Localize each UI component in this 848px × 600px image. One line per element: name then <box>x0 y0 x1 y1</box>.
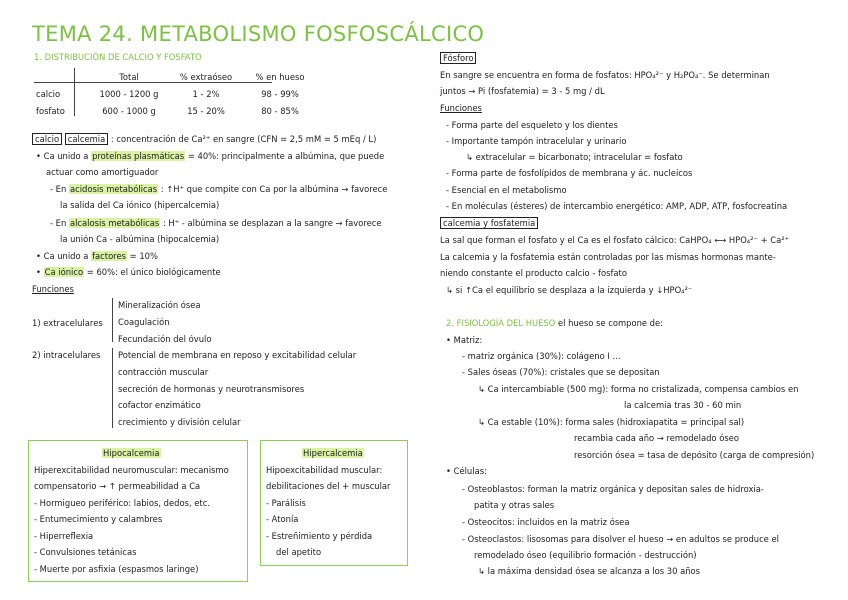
matriz-item: la calcemia tras 30 - 60 min <box>624 400 742 410</box>
table-cell: 15 - 20% <box>187 105 225 116</box>
text: • Ca unido a <box>36 151 89 161</box>
funcion-item: - Forma parte del esqueleto y los dientes <box>446 120 618 130</box>
extracelulares-label: 1) extracelulares <box>32 318 103 328</box>
hiper-line: - Estreñimiento y pérdida <box>266 531 373 541</box>
table-cell: 600 - 1000 g <box>102 105 156 116</box>
intra-item: secreción de hormonas y neurotransmisores <box>118 384 305 394</box>
hipo-line: Hiperexcitabilidad neuromuscular: mecanismo <box>34 465 229 475</box>
highlight: Ca iónico <box>44 267 84 277</box>
funciones-heading: Funciones <box>440 103 482 113</box>
hipo-line: - Entumecimiento y calambres <box>34 514 163 524</box>
fosforo-line: En sangre se encuentra en forma de fosfatos: HPO₄²⁻ y H₂PO₄⁻. Se determinan <box>440 70 770 80</box>
bullet-ionico <box>36 267 221 278</box>
section-2-heading-line <box>446 318 663 329</box>
celula-item: - Osteoclastos: lisosomas para disolver el hueso → en adultos se produce el <box>462 534 779 544</box>
highlight: Hipercalcemia <box>303 448 363 458</box>
calcio-tag: calcio <box>32 133 62 145</box>
cf-line: La sal que forman el fosfato y el Ca es el fosfato cálcico: CaHPO₄ ⟷ HPO₄²⁻ + Ca²⁺ <box>440 235 790 245</box>
celulas-label: • Células: <box>446 466 487 476</box>
matriz-item: - matriz orgánica (30%): colágeno I ... <box>462 351 621 361</box>
matriz-item: recambia cada año → remodelado óseo <box>574 433 739 443</box>
table-cell: 1000 - 1200 g <box>99 88 159 99</box>
matriz-item: ↳ Ca estable (10%): forma sales (hidroxiapatita = principal sal) <box>478 417 745 427</box>
text: : ↑H⁺ que compite con Ca por la albúmina → favorece <box>160 184 388 194</box>
highlight: alcalosis metabólicas <box>69 218 160 228</box>
hipo-line: - Muerte por asfixia (espasmos laringe) <box>34 564 199 574</box>
section-2-heading: 2. FISIOLOGÍA DEL HUESO <box>446 318 556 328</box>
celula-item: - Osteoblastos: forman la matriz orgánica y depositan sales de hidroxia- <box>462 484 764 494</box>
hipercalcemia-title <box>302 448 364 459</box>
table-cell: 98 - 99% <box>261 88 299 99</box>
text: : H⁺ - albúmina se desplazan a la sangre → favorece <box>162 218 382 228</box>
bullet-factores <box>36 251 158 262</box>
extra-item: Coagulación <box>118 317 170 327</box>
bracket-line <box>112 298 113 342</box>
calcemia-term: calcemia <box>65 133 108 145</box>
matriz-label: • Matriz: <box>446 335 483 345</box>
hiper-line: debilitaciones del + muscular <box>266 481 391 491</box>
hiper-line: del apetito <box>276 547 322 557</box>
table-cell: 1 - 2% <box>192 88 220 99</box>
matriz-item: resorción ósea = tasa de depósito (carga de compresión) <box>574 450 815 460</box>
page-title: TEMA 24. METABOLISMO FOSFOSCÁLCICO <box>32 22 485 46</box>
hipo-line: - Hiperreflexia <box>34 531 94 541</box>
table-header: Total <box>119 71 139 82</box>
matriz-item: ↳ Ca intercambiable (500 mg): forma no cristalizada, compensa cambios en <box>478 384 799 394</box>
table-header: % extraóseo <box>179 71 233 82</box>
fosforo-tag: Fósforo <box>440 52 476 64</box>
section-1-heading: 1. DISTRIBUCIÓN DE CALCIO Y FOSFATO <box>34 52 202 62</box>
matriz-item: - Sales óseas (70%): cristales que se depositan <box>462 367 660 377</box>
intracelulares-label: 2) intracelulares <box>32 350 101 360</box>
hipocalcemia-box <box>28 440 248 582</box>
calcemia-line <box>32 134 376 145</box>
section-2-tail: el hueso se compone de: <box>558 318 663 328</box>
table-cell: 80 - 85% <box>261 105 299 116</box>
highlight: factores <box>92 251 126 261</box>
extra-item: Fecundación del óvulo <box>118 334 212 344</box>
table-divider <box>34 82 272 83</box>
bullet-alcalosis <box>50 218 382 229</box>
text: • <box>36 267 41 277</box>
distribution-table <box>34 68 318 119</box>
funcion-item: - Forma parte de fosfolípidos de membrana y ác. nucleicos <box>446 168 693 178</box>
cf-tag-line <box>440 218 538 229</box>
celula-item: remodelado óseo (equilibrio formación - destrucción) <box>474 550 697 560</box>
cf-line: La calcemia y la fosfatemia están controladas por las mismas hormonas mante- <box>440 252 776 262</box>
celula-item: - Osteocitos: incluidos en la matriz ósea <box>462 517 630 527</box>
cf-line: ↳ si ↑Ca el equilibrio se desplaza a la izquierda y ↓HPO₄²⁻ <box>446 285 693 295</box>
hiper-line: - Atonía <box>266 514 299 524</box>
cf-line: niendo constante el producto calcio - fosfato <box>440 268 627 278</box>
funcion-item: - Esencial en el metabolismo <box>446 185 567 195</box>
intra-item: Potencial de membrana en reposo y excitabilidad celular <box>118 350 357 360</box>
text: - En <box>50 184 67 194</box>
funciones-heading: Funciones <box>32 284 74 294</box>
table-row <box>34 102 318 119</box>
text: • Ca unido a <box>36 251 89 261</box>
intra-item: cofactor enzimático <box>118 400 201 410</box>
highlight: Hipocalcemia <box>103 448 160 458</box>
table-header: % en hueso <box>255 71 305 82</box>
table-row <box>34 85 318 102</box>
funcion-item: ↳ extracelular = bicarbonato; intracelular = fosfato <box>466 152 683 162</box>
hipocalcemia-title <box>102 448 161 459</box>
table-divider <box>74 68 75 116</box>
hipo-line: - Convulsiones tetánicas <box>34 547 137 557</box>
hipo-line: compensatorio → ↑ permeabilidad a Ca <box>34 481 201 491</box>
bullet-proteins <box>36 151 384 162</box>
hiper-line: - Parálisis <box>266 498 306 508</box>
bullet-acidosis-cont: la salida del Ca iónico (hipercalcemia) <box>60 200 220 210</box>
extra-item: Mineralización ósea <box>118 300 201 310</box>
hipo-line: - Hormigueo periférico: labios, dedos, etc. <box>34 498 210 508</box>
fosforo-line: juntos → Pi (fosfatemia) = 3 - 5 mg / dL <box>440 86 605 96</box>
bullet-alcalosis-cont: la unión Ca - albúmina (hipocalcemia) <box>60 234 220 244</box>
text: = 40%: principalmente a albúmina, que puede <box>187 151 385 161</box>
text: = 10% <box>129 251 158 261</box>
highlight: acidosis metabólicas <box>69 184 158 194</box>
funcion-item: - Importante tampón intracelular y urinario <box>446 136 627 146</box>
intra-item: crecimiento y división celular <box>118 417 241 427</box>
calcemia-definition: : concentración de Ca²⁺ en sangre (CFN = 2,5 mM = 5 mEq / L) <box>110 134 377 144</box>
table-cell: fosfato <box>36 105 65 116</box>
hiper-line: Hipoexcitabilidad muscular: <box>266 465 383 475</box>
text: = 60%: el único biológicamente <box>86 267 221 277</box>
celula-item: patita y otras sales <box>474 500 555 510</box>
table-cell: calcio <box>36 88 61 99</box>
funcion-item: - En moléculas (ésteres) de intercambio energético: AMP, ADP, ATP, fosfocreatina <box>446 201 788 211</box>
fosforo-tag-line <box>440 53 476 64</box>
bullet-acidosis <box>50 184 387 195</box>
text: - En <box>50 218 67 228</box>
calcemia-fosfatemia-tag: calcemia y fosfatemia <box>440 217 538 229</box>
highlight: proteínas plasmáticas <box>92 151 185 161</box>
intra-item: contracción muscular <box>118 367 209 377</box>
bracket-line <box>112 348 113 428</box>
bullet-proteins-cont: actuar como amortiguador <box>46 167 159 177</box>
celula-item: ↳ la máxima densidad ósea se alcanza a los 30 años <box>478 566 701 576</box>
